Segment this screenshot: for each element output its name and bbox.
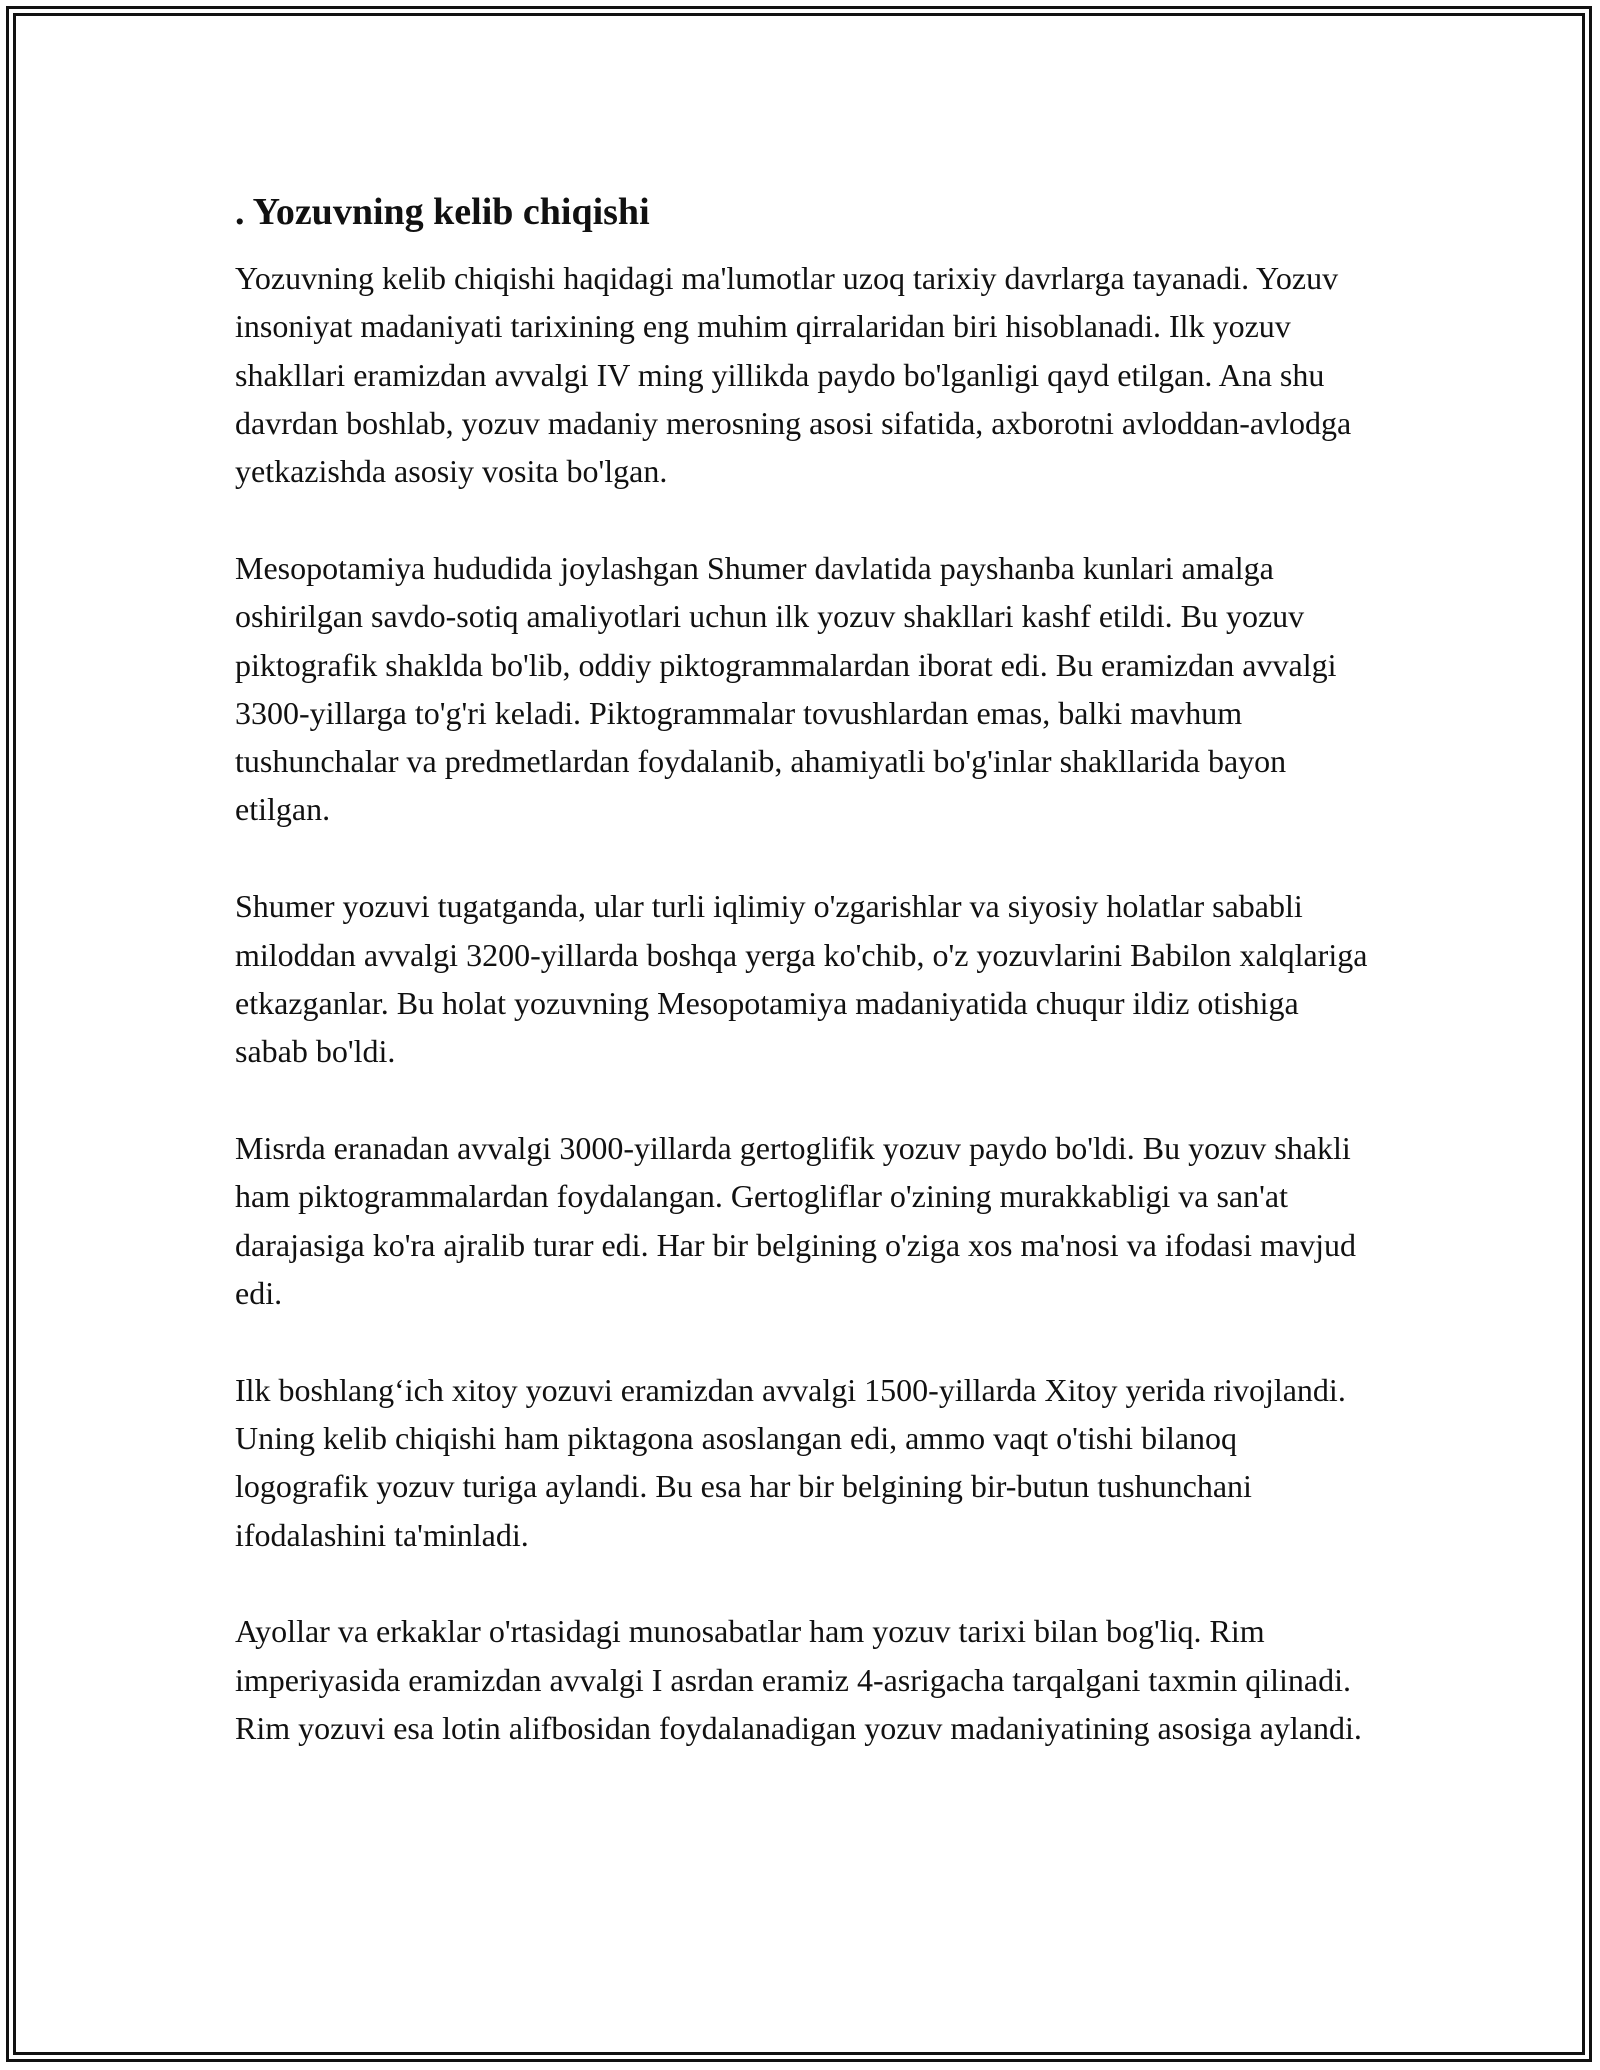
paragraph-6: Ayollar va erkaklar o'rtasidagi munosabatlar ham yozuv tarixi bilan bog'liq. Rim imperiyasida eramizdan avvalgi I asrdan eramiz 4-asrigacha tarqalgani taxmin qilinadi. Rim yozuvi esa lotin alifbosidan foydalanadigan yozuv madaniyatining asosiga aylandi.: [235, 1613, 1362, 1746]
paragraph-3: Shumer yozuvi tugatganda, ular turli iqlimiy o'zgarishlar va siyosiy holatlar sababli miloddan avvalgi 3200-yillarda boshqa yerga ko'chib, o'z yozuvlarini Babilon xalqlariga etkazganlar. Bu holat yozuvning Mesopotamiya madaniyatida chuqur ildiz otishiga sabab bo'ldi.: [235, 888, 1368, 1070]
paragraph-4: Misrda eranadan avvalgi 3000-yillarda gertoglifik yozuv paydo bo'ldi. Bu yozuv shakli ham piktogrammalardan foydalangan. Gertogliflar o'zining murakkabligi va san'at darajasiga ko'ra ajralib turar edi. Har bir belgining o'ziga xos ma'nosi va ifodasi mavjud edi.: [235, 1129, 1356, 1311]
document-title: . Yozuvning kelib chiqishi: [235, 191, 650, 233]
paragraph-1: Yozuvning kelib chiqishi haqidagi ma'lumotlar uzoq tarixiy davrlarga tayanadi. Yozuv insoniyat madaniyati tarixining eng muhim qirralaridan biri hisoblanadi. Ilk yozuv shakllari eramizdan avvalgi IV ming yillikda paydo bo'lganligi qayd etilgan. Ana shu davrdan boshlab, yozuv madaniy merosning asosi sifatida, axborotni avloddan-avlodga yetkazishda asosiy vosita bo'lgan.: [235, 260, 1352, 490]
paragraph-5: Ilk boshlang‘ich xitoy yozuvi eramizdan avvalgi 1500-yillarda Xitoy yerida rivojlandi. Uning kelib chiqishi ham piktagona asoslangan edi, ammo vaqt o'tishi bilanoq logografik yozuv turiga aylandi. Bu esa har bir belgining bir-butun tushunchani ifodalashini ta'minladi.: [235, 1371, 1346, 1553]
paragraph-2: Mesopotamiya hududida joylashgan Shumer davlatida payshanba kunlari amalga oshirilgan savdo-sotiq amaliyotlari uchun ilk yozuv shakllari kashf etildi. Bu yozuv piktografik shakldа bo'lib, oddiy piktogrammalardan iborat edi. Bu eramizdan avvalgi 3300-yillarga to'g'ri keladi. Piktogrammalar tovushlardan emas, balki mavhum tushunchalar va predmetlardan foydalanib, ahamiyatli bo'g'inlar shakllarida bayon etilgan.: [235, 549, 1337, 828]
document-body: [235, 186, 1375, 1801]
